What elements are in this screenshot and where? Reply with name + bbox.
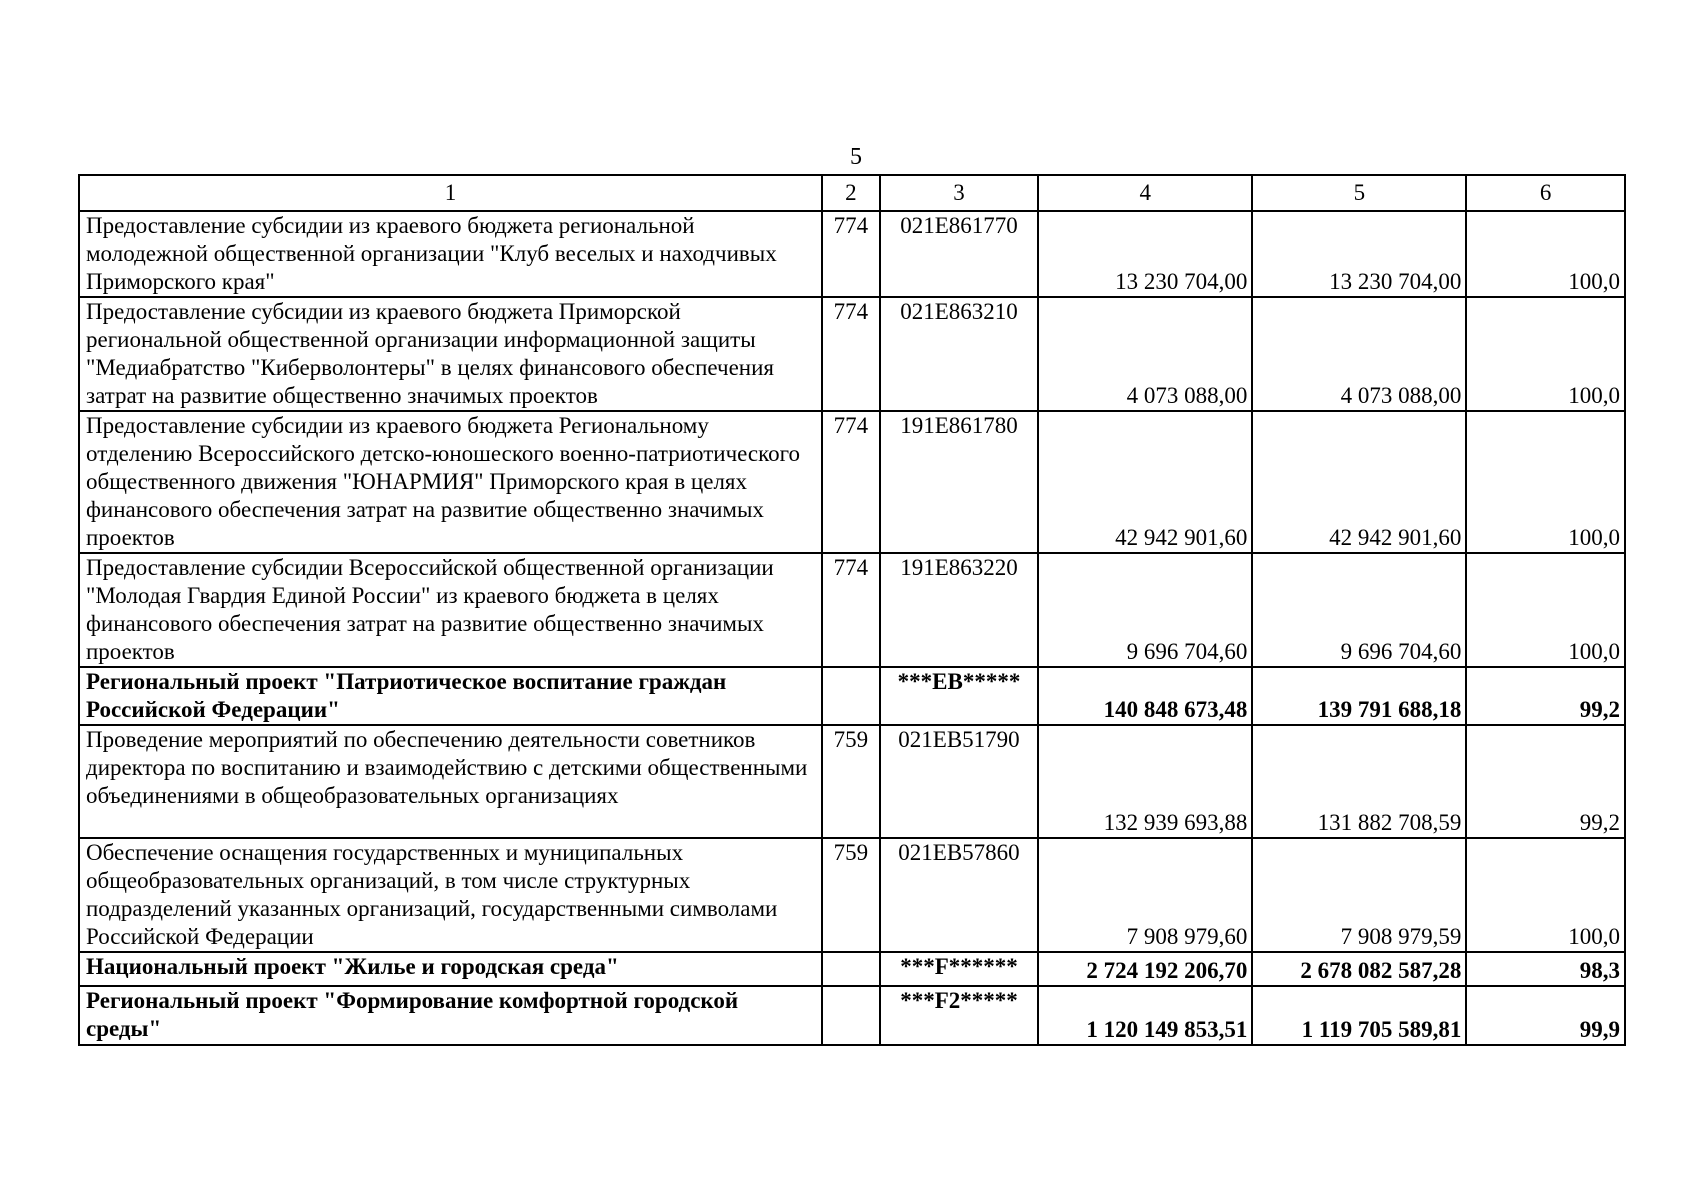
row-admin-code <box>822 952 880 986</box>
row-fact: 9 696 704,60 <box>1252 553 1466 667</box>
row-target-code: 021E861770 <box>880 211 1039 297</box>
table-row <box>79 411 1625 553</box>
page-number: 5 <box>850 144 862 170</box>
row-admin-code <box>822 986 880 1045</box>
row-name: Предоставление субсидии Всероссийской общественной организации "Молодая Гвардия Единой России" из краевого бюджета в целях финансового обеспечения затрат на развитие общественно значимых проектов <box>79 553 822 667</box>
row-name: Региональный проект "Формирование комфортной городской среды" <box>79 986 822 1045</box>
row-name: Региональный проект "Патриотическое воспитание граждан Российской Федерации" <box>79 667 822 725</box>
row-target-code: ***EB***** <box>880 667 1039 725</box>
header-cell-5: 5 <box>1252 175 1466 211</box>
row-percent: 100,0 <box>1466 297 1625 411</box>
row-plan: 132 939 693,88 <box>1038 725 1252 838</box>
row-admin-code: 759 <box>822 725 880 838</box>
table-row <box>79 838 1625 952</box>
row-plan: 2 724 192 206,70 <box>1038 952 1252 986</box>
row-target-code: 191E861780 <box>880 411 1039 553</box>
row-target-code: ***F****** <box>880 952 1039 986</box>
row-percent: 100,0 <box>1466 838 1625 952</box>
row-target-code: 021EB51790 <box>880 725 1039 838</box>
header-cell-2: 2 <box>822 175 880 211</box>
header-cell-1: 1 <box>79 175 822 211</box>
row-percent: 99,2 <box>1466 725 1625 838</box>
row-target-code: ***F2***** <box>880 986 1039 1045</box>
row-admin-code: 774 <box>822 297 880 411</box>
report-table <box>78 174 1626 1046</box>
row-name: Проведение мероприятий по обеспечению деятельности советников директора по воспитанию и взаимодействию с детскими общественными объединениями в общеобразовательных организациях <box>79 725 822 838</box>
row-percent: 100,0 <box>1466 211 1625 297</box>
header-cell-6: 6 <box>1466 175 1625 211</box>
row-percent: 99,9 <box>1466 986 1625 1045</box>
row-fact: 131 882 708,59 <box>1252 725 1466 838</box>
row-name: Национальный проект "Жилье и городская среда" <box>79 952 822 986</box>
row-admin-code: 774 <box>822 211 880 297</box>
header-cell-3: 3 <box>880 175 1039 211</box>
row-fact: 1 119 705 589,81 <box>1252 986 1466 1045</box>
row-plan: 1 120 149 853,51 <box>1038 986 1252 1045</box>
row-plan: 7 908 979,60 <box>1038 838 1252 952</box>
table-row-subtotal <box>79 986 1625 1045</box>
header-row <box>79 175 1625 211</box>
row-admin-code: 759 <box>822 838 880 952</box>
row-fact: 13 230 704,00 <box>1252 211 1466 297</box>
row-fact: 7 908 979,59 <box>1252 838 1466 952</box>
row-fact: 42 942 901,60 <box>1252 411 1466 553</box>
row-name: Обеспечение оснащения государственных и муниципальных общеобразовательных организаций, в том числе структурных подразделений указанных организаций, государственными символами Российской Федерации <box>79 838 822 952</box>
row-target-code: 021EB57860 <box>880 838 1039 952</box>
table-row-subtotal <box>79 667 1625 725</box>
row-target-code: 191E863220 <box>880 553 1039 667</box>
row-target-code: 021E863210 <box>880 297 1039 411</box>
table-row-national-project <box>79 952 1625 986</box>
table-row <box>79 725 1625 838</box>
row-plan: 4 073 088,00 <box>1038 297 1252 411</box>
row-admin-code <box>822 667 880 725</box>
row-plan: 140 848 673,48 <box>1038 667 1252 725</box>
row-fact: 4 073 088,00 <box>1252 297 1466 411</box>
row-percent: 100,0 <box>1466 553 1625 667</box>
row-percent: 100,0 <box>1466 411 1625 553</box>
row-plan: 13 230 704,00 <box>1038 211 1252 297</box>
row-admin-code: 774 <box>822 411 880 553</box>
row-plan: 9 696 704,60 <box>1038 553 1252 667</box>
table-row <box>79 553 1625 667</box>
row-plan: 42 942 901,60 <box>1038 411 1252 553</box>
row-name: Предоставление субсидии из краевого бюджета Приморской региональной общественной организации информационной защиты "Медиабратство "Киберволонтеры" в целях финансового обеспечения затрат на развитие общественно значимых проектов <box>79 297 822 411</box>
row-fact: 2 678 082 587,28 <box>1252 952 1466 986</box>
row-percent: 98,3 <box>1466 952 1625 986</box>
table-row <box>79 211 1625 297</box>
row-name: Предоставление субсидии из краевого бюджета региональной молодежной общественной организации "Клуб веселых и находчивых Приморского края" <box>79 211 822 297</box>
table-row <box>79 297 1625 411</box>
row-percent: 99,2 <box>1466 667 1625 725</box>
header-cell-4: 4 <box>1038 175 1252 211</box>
row-fact: 139 791 688,18 <box>1252 667 1466 725</box>
row-admin-code: 774 <box>822 553 880 667</box>
row-name: Предоставление субсидии из краевого бюджета Региональному отделению Всероссийского детско-юношеского военно-патриотического общественного движения "ЮНАРМИЯ" Приморского края в целях финансового обеспечения затрат на развитие общественно значимых проектов <box>79 411 822 553</box>
